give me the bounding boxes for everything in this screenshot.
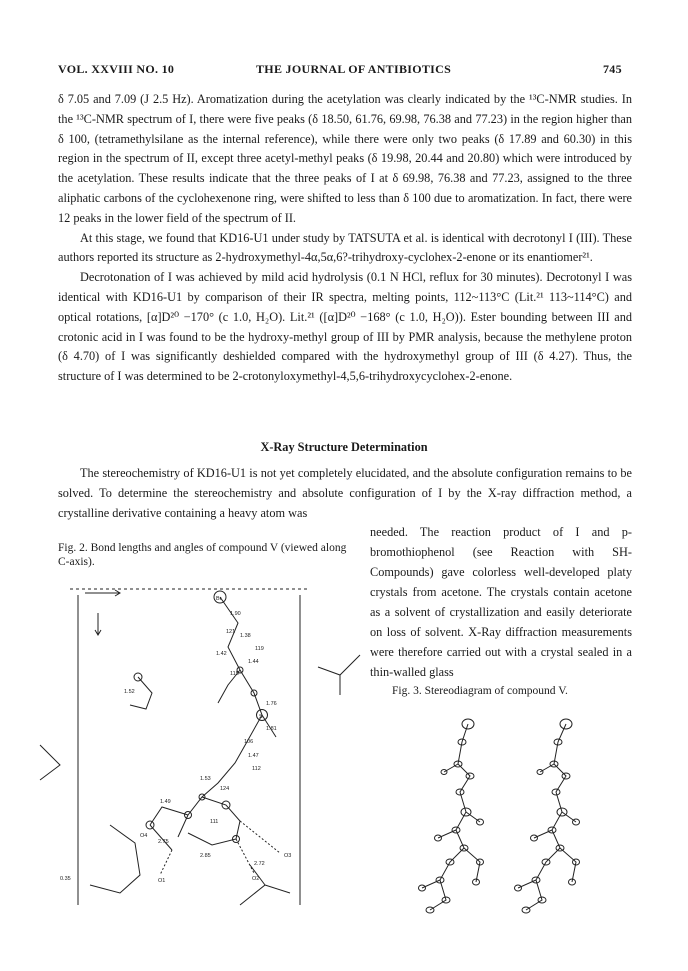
atom-o1-label: O1: [158, 878, 166, 884]
bond-label-12: 2.72: [254, 861, 265, 867]
atom-o4-label: O4: [140, 833, 148, 839]
angle-label-4: 106: [244, 739, 254, 745]
bond-label-1: 1.90: [230, 611, 241, 617]
section-paragraph: The stereochemistry of KD16-U1 is not yet completely elucidated, and the absolute configuration remains to be solved. To determine the stereochemistry and absolute configuration of I by the X-ray diffraction method, a crystalline derivative containing a heavy atom was: [58, 466, 632, 520]
paragraph-2: At this stage, we found that KD16-U1 under study by TATSUTA et al. is identical with decrotonyl I (III). These authors reported its structure as 2-hydroxymethyl-4α,5α,6?-trihydroxy-cyclohex-2-enone or its enantiomer²¹.: [58, 230, 632, 265]
angle-label-3: 115: [230, 671, 239, 677]
bond-label-2: 1.38: [240, 633, 251, 639]
bond-label-8: 1.53: [200, 776, 211, 782]
fig3-caption: Fig. 3. Stereodiagram of compound V.: [392, 685, 568, 697]
angle-label-6: 124: [220, 786, 230, 792]
axis-value-label: 0.35: [60, 876, 71, 882]
atom-br-label: Br: [216, 596, 222, 602]
paragraph-3: Decrotonation of I was achieved by mild acid hydrolysis (0.1 N HCl, reflux for 30 minutes). Decrotonyl I was identical with KD16-U1 by comparison of their IR spectra, melting points, 112~113°C (Lit.²¹ 113~114°C) and optical rotations, [α]D²⁰ −170° (c 1.0, H₂O). Lit.²¹ ([α]D²⁰ −168° (c 1.0, H₂O)). Ester bounding between III and crotonic acid in I was found to be the hydroxy-methyl group of III by PMR analysis, because the methylene proton (δ 4.70) of I was significantly deshielded compared with the hydroxymethyl group of III (δ 4.27). Thus, the structure of I was determined to be 2-crotonyloxymethyl-4,5,6-trihydroxycyclohex-2-enone.: [58, 270, 632, 384]
bond-label-9: 1.52: [124, 689, 135, 695]
bond-label-4: 1.44: [248, 659, 259, 665]
angle-label-2: 119: [255, 646, 264, 652]
body-text: [58, 90, 632, 387]
fig2-bond-diagram: [40, 575, 360, 905]
paragraph-1: δ 7.05 and 7.09 (J 2.5 Hz). Aromatization during the acetylation was clearly indicated by the ¹³C-NMR studies. In the ¹³C-NMR spectrum of I, there were five peaks (δ 18.50, 61.76, 69.98, 76.38 and 77.23) in the region higher than δ 100, (tetramethylsilane as the internal reference), while there were only two peaks (δ 17.89 and 60.30) in this region in the spectrum of II, except three acetyl-methyl peaks (δ 19.98, 20.44 and 20.80) which were introduced by the acetylation. These results indicate that the three peaks of I at δ 69.98, 76.38 and 77.23, assigned to the three aliphatic carbons of the cyclohexenone ring, were shifted to less than δ 100 due to aromatization. In fact, there were 12 peaks in the lower field of the spectrum of II.: [58, 92, 632, 225]
stereo-left-molecule: [419, 719, 484, 913]
bond-label-5: 1.76: [266, 701, 277, 707]
section-title: X-Ray Structure Determination: [260, 440, 428, 454]
header-volume: VOL. XXVIII NO. 10: [58, 62, 175, 76]
angle-label-7: 111: [210, 819, 219, 825]
atom-o3-label: O3: [284, 853, 292, 859]
header-journal: THE JOURNAL OF ANTIBIOTICS: [256, 62, 452, 76]
bond-label-13: 2.85: [200, 853, 211, 859]
fig2-caption: Fig. 2. Bond lengths and angles of compound V (viewed along C-axis).: [58, 542, 347, 568]
fig3-stereodiagram: [400, 712, 610, 922]
bond-label-3: 1.42: [216, 651, 227, 657]
header-page-number: 745: [603, 62, 622, 76]
bond-label-7: 1.47: [248, 753, 259, 759]
atom-o2-label: O2: [252, 876, 260, 882]
atom-s-label: S: [259, 714, 263, 720]
right-column-text: needed. The reaction product of I and p-bromothiophenol (see Reaction with SH-Compounds) gave colorless well-developed platy crystals from acetone. The crystals contain acetone as a solvent of crystallization and easily deteriorate on loss of solvent. X-Ray diffraction measurements were therefore carried out with a crystal sealed in a thin-walled glass: [370, 525, 632, 679]
section-text: [58, 464, 632, 523]
bond-label-10: 1.49: [160, 799, 171, 805]
angle-label-1: 121: [226, 629, 236, 635]
bond-label-11: 2.75: [158, 839, 169, 845]
stereo-right-molecule: [515, 719, 580, 913]
bond-label-6: 1.81: [266, 726, 277, 732]
angle-label-5: 112: [252, 766, 261, 772]
